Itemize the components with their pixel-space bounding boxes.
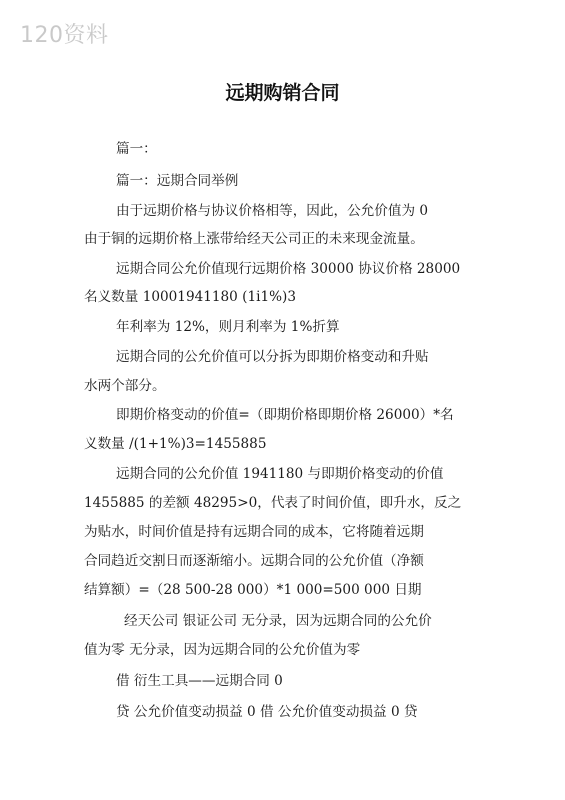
paragraph-line: 水两个部分。: [84, 378, 166, 394]
paragraph-line: 远期合同的公允价值 1941180 与即期价格变动的价值: [116, 466, 444, 482]
paragraph-line: 远期合同公允价值现行远期价格 30000 协议价格 28000: [116, 261, 461, 277]
paragraph-line: 即期价格变动的价值=（即期价格即期价格 26000）*名: [116, 407, 454, 423]
document-title: 远期购销合同: [225, 82, 340, 104]
paragraph-line: 借 衍生工具——远期合同 0: [116, 673, 283, 689]
paragraph-line: 合同趋近交割日而逐渐缩小。远期合同的公允价值（净额: [84, 553, 424, 569]
paragraph-line: 义数量 /(1+1%)3=1455885: [84, 436, 267, 452]
paragraph-line: 篇一：: [116, 141, 157, 157]
paragraph-line: 篇一：远期合同举例: [116, 173, 239, 189]
paragraph-line: 经天公司 银证公司 无分录，因为远期合同的公允价: [124, 613, 432, 629]
paragraph-line: 结算额）=（28 500-28 000）*1 000=500 000 日期: [84, 582, 422, 598]
paragraph-line: 值为零 无分录，因为远期合同的公允价值为零: [84, 642, 361, 658]
paragraph-line: 贷 公允价值变动损益 0 借 公允价值变动损益 0 贷: [116, 704, 418, 720]
paragraph-line: 年利率为 12%，则月利率为 1%折算: [116, 319, 340, 335]
paragraph-line: 由于铜的远期价格上涨带给经天公司正的未来现金流量。: [84, 231, 424, 247]
paragraph-line: 远期合同的公允价值可以分拆为即期价格变动和升贴: [116, 349, 429, 365]
paragraph-line: 为贴水，时间价值是持有远期合同的成本，它将随着远期: [84, 524, 424, 540]
paragraph-line: 1455885 的差额 48295>0，代表了时间价值，即升水，反之: [84, 495, 462, 511]
watermark: 120资料: [20, 23, 109, 48]
paragraph-line: 名义数量 10001941180 (1i1%)3: [84, 289, 296, 305]
paragraph-line: 由于远期价格与协议价格相等，因此，公允价值为 0: [116, 203, 429, 219]
